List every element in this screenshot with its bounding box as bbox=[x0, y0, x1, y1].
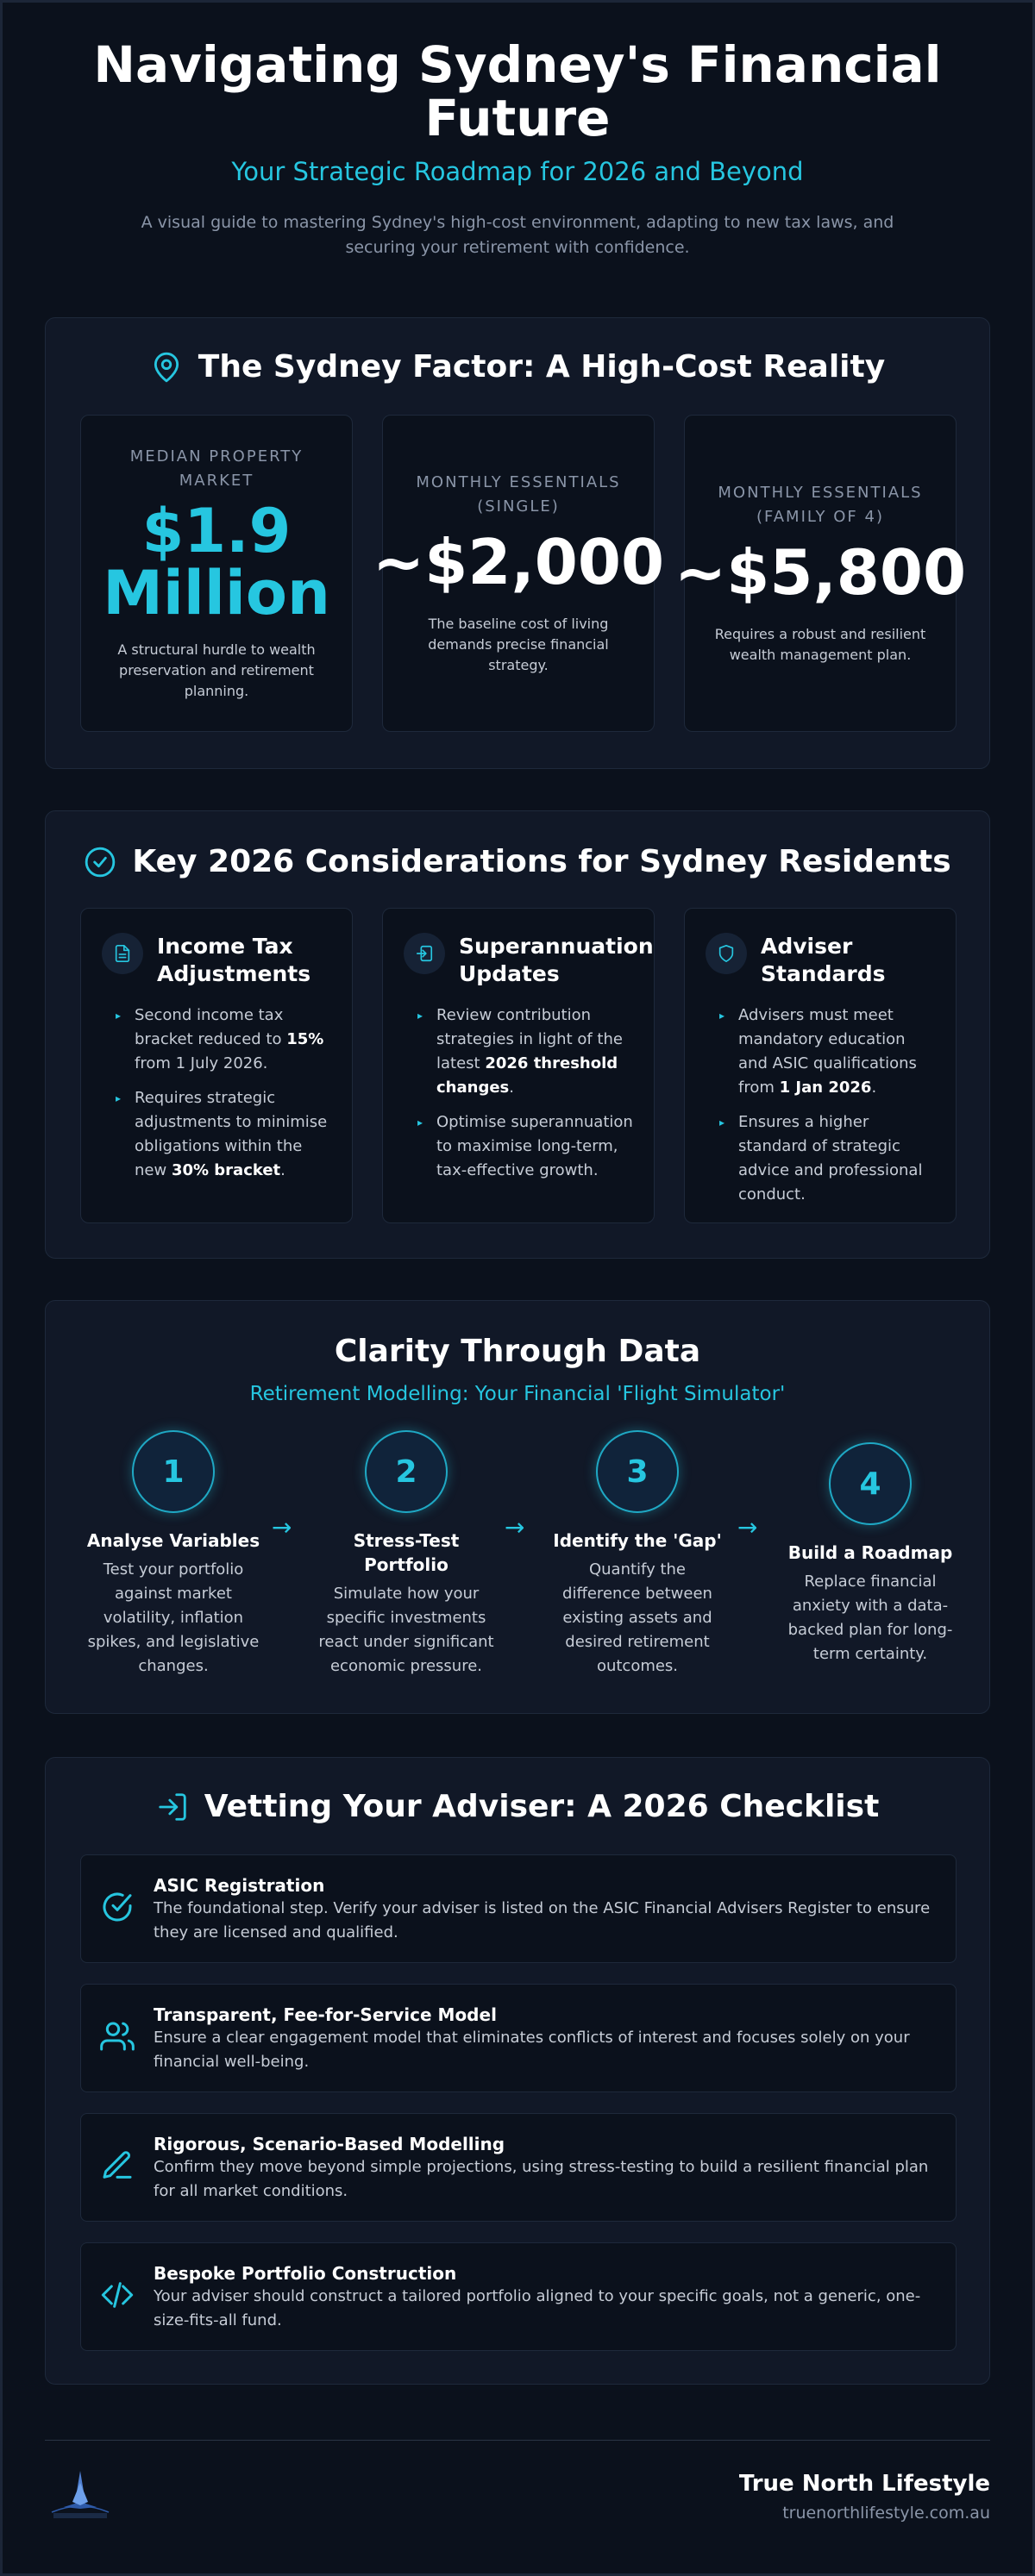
consideration-card-super bbox=[382, 908, 655, 1223]
stat-cards bbox=[80, 415, 967, 732]
checklist-item-asic bbox=[80, 1854, 957, 1963]
card-list bbox=[102, 1004, 331, 1183]
stat-desc: Requires a robust and resilient wealth management plan. bbox=[714, 626, 926, 663]
list-item bbox=[719, 1004, 935, 1100]
checklist-item-desc: Confirm they move beyond simple projections, using stress-testing to build a resilient financial plan for all market conditions. bbox=[154, 2158, 929, 2200]
item-text: . bbox=[509, 1079, 514, 1097]
checklist-item-desc: Ensure a clear engagement model that eliminates conflicts of interest and focuses solely on your financial well-being. bbox=[154, 2029, 910, 2071]
section-heading bbox=[46, 1301, 989, 1405]
step-desc: Replace financial anxiety with a data-backed plan for long-term certainty. bbox=[787, 1572, 953, 1663]
list-item bbox=[417, 1004, 633, 1100]
card-list bbox=[404, 1004, 633, 1183]
list-item bbox=[417, 1110, 633, 1183]
brand-url[interactable]: truenorthlifestyle.com.au bbox=[782, 2504, 990, 2523]
consideration-card-tax bbox=[80, 908, 353, 1223]
step-4 bbox=[775, 1442, 965, 1666]
step-title: Build a Roadmap bbox=[787, 1542, 953, 1563]
list-item bbox=[116, 1004, 331, 1076]
item-text: Optimise superannuation to maximise long-term, tax-effective growth. bbox=[436, 1113, 633, 1179]
shield-icon bbox=[706, 933, 747, 974]
step-title: Analyse Variables bbox=[86, 1530, 260, 1551]
checklist-item-desc: The foundational step. Verify your adviser is listed on the ASIC Financial Advisers Register to ensure they are licensed and qualified. bbox=[154, 1899, 931, 1941]
clarity-section bbox=[45, 1300, 990, 1714]
checklist-item-title: Rigorous, Scenario-Based Modelling bbox=[154, 2134, 505, 2154]
sign-in-icon bbox=[156, 1791, 189, 1823]
stat-card-single bbox=[372, 415, 665, 732]
intro-text: A visual guide to mastering Sydney's high-cost environment, adapting to new tax laws, and securing your retirement with confidence. bbox=[141, 213, 894, 257]
card-title: Superannuation Updates bbox=[459, 934, 654, 986]
item-text: . bbox=[871, 1079, 877, 1097]
stat-card-family bbox=[674, 415, 967, 732]
section-title: Clarity Through Data bbox=[334, 1334, 701, 1369]
stat-value: ~$5,800 bbox=[674, 536, 967, 609]
step-number: 2 bbox=[365, 1430, 448, 1513]
step-desc: Quantify the difference between existing assets and desired retirement outcomes. bbox=[562, 1560, 712, 1675]
footer-divider bbox=[45, 2440, 990, 2441]
stat-desc: The baseline cost of living demands precise financial strategy. bbox=[428, 616, 609, 673]
checklist-item-desc: Your adviser should construct a tailored portfolio aligned to your specific goals, not a generic, one-size-fits-all fund. bbox=[154, 2287, 921, 2329]
list-item bbox=[116, 1086, 331, 1183]
step-number: 1 bbox=[132, 1430, 215, 1513]
item-highlight: 30% bracket bbox=[171, 1161, 281, 1179]
section-title: The Sydney Factor: A High-Cost Reality bbox=[198, 349, 886, 385]
section-heading bbox=[46, 318, 989, 385]
map-pin-icon bbox=[150, 351, 183, 384]
section-subtitle: Retirement Modelling: Your Financial 'Flight Simulator' bbox=[249, 1383, 786, 1405]
section-heading bbox=[46, 811, 989, 879]
step-title: Stress-Test Portfolio bbox=[353, 1530, 460, 1575]
step-number: 4 bbox=[829, 1442, 912, 1525]
step-desc: Simulate how your specific investments react under significant economic pressure. bbox=[318, 1585, 494, 1675]
infographic bbox=[45, 0, 990, 2523]
checklist-item-title: Bespoke Portfolio Construction bbox=[154, 2263, 457, 2284]
north-star-logo bbox=[45, 2467, 116, 2528]
card-title: Adviser Standards bbox=[761, 934, 886, 986]
item-highlight: 1 Jan 2026 bbox=[779, 1079, 872, 1097]
item-text: from 1 July 2026. bbox=[135, 1054, 268, 1072]
check-circle-icon bbox=[100, 1890, 135, 1924]
arrow-right-icon: → bbox=[737, 1513, 758, 1541]
item-text: Second income tax bracket reduced to bbox=[135, 1006, 287, 1048]
card-heading bbox=[706, 933, 935, 988]
step-desc: Test your portfolio against market volatility, inflation spikes, and legislative changes. bbox=[87, 1560, 260, 1675]
users-icon bbox=[100, 2019, 135, 2054]
step-number: 3 bbox=[596, 1430, 679, 1513]
card-title: Income Tax Adjustments bbox=[157, 934, 311, 986]
stat-card-property bbox=[80, 415, 353, 732]
login-box-icon bbox=[404, 933, 445, 974]
arrow-right-icon: → bbox=[505, 1513, 525, 1541]
item-text: Advisers must meet mandatory education and ASIC qualifications from bbox=[738, 1006, 917, 1097]
card-heading bbox=[102, 933, 331, 988]
checklist-section bbox=[45, 1757, 990, 2385]
check-circle-icon bbox=[84, 846, 116, 878]
step-1 bbox=[78, 1430, 268, 1679]
item-text: Ensures a higher standard of strategic advice and professional conduct. bbox=[738, 1113, 923, 1204]
checklist-item-title: Transparent, Fee-for-Service Model bbox=[154, 2004, 497, 2025]
checklist-item-fees bbox=[80, 1984, 957, 2092]
footer-brand bbox=[739, 2471, 990, 2523]
checklist-item-modelling bbox=[80, 2113, 957, 2222]
page-title: Navigating Sydney's Financial Future bbox=[93, 35, 942, 147]
section-title: Key 2026 Considerations for Sydney Residents bbox=[132, 844, 951, 879]
checklist-item-portfolio bbox=[80, 2242, 957, 2351]
checklist-item-title: ASIC Registration bbox=[154, 1875, 325, 1896]
stat-desc: A structural hurdle to wealth preservation and retirement planning. bbox=[117, 641, 316, 699]
card-heading bbox=[404, 933, 654, 988]
hero-header bbox=[45, 0, 990, 260]
stat-label: MEDIAN PROPERTY MARKET bbox=[129, 447, 304, 490]
step-title: Identify the 'Gap' bbox=[553, 1530, 722, 1551]
stat-value: $1.9 Million bbox=[103, 496, 330, 628]
pen-icon bbox=[100, 2148, 135, 2183]
section-title: Vetting Your Adviser: A 2026 Checklist bbox=[204, 1789, 880, 1824]
item-text: Review contribution strategies in light of the latest bbox=[436, 1006, 623, 1072]
considerations-section bbox=[45, 810, 990, 1259]
consideration-card-adviser bbox=[684, 908, 957, 1223]
brand-name: True North Lifestyle bbox=[738, 2471, 990, 2497]
list-item bbox=[719, 1110, 935, 1207]
stat-label: MONTHLY ESSENTIALS (SINGLE) bbox=[416, 473, 621, 516]
arrow-right-icon: → bbox=[272, 1513, 292, 1541]
document-icon bbox=[102, 933, 143, 974]
item-text: Requires strategic adjustments to minimise obligations within the new bbox=[135, 1089, 328, 1179]
item-highlight: 2026 threshold changes bbox=[436, 1054, 618, 1097]
consideration-cards bbox=[80, 908, 957, 1223]
code-icon bbox=[100, 2278, 135, 2312]
step-2 bbox=[311, 1430, 501, 1679]
page-subtitle: Your Strategic Roadmap for 2026 and Beyond bbox=[231, 157, 804, 186]
stat-label: MONTHLY ESSENTIALS (FAMILY OF 4) bbox=[718, 484, 923, 526]
item-highlight: 15% bbox=[286, 1030, 324, 1048]
step-3 bbox=[543, 1430, 732, 1679]
stat-value: ~$2,000 bbox=[372, 526, 665, 598]
section-heading bbox=[46, 1758, 989, 1824]
card-list bbox=[706, 1004, 935, 1207]
sydney-factor-section bbox=[45, 317, 990, 769]
item-text: . bbox=[280, 1161, 285, 1179]
